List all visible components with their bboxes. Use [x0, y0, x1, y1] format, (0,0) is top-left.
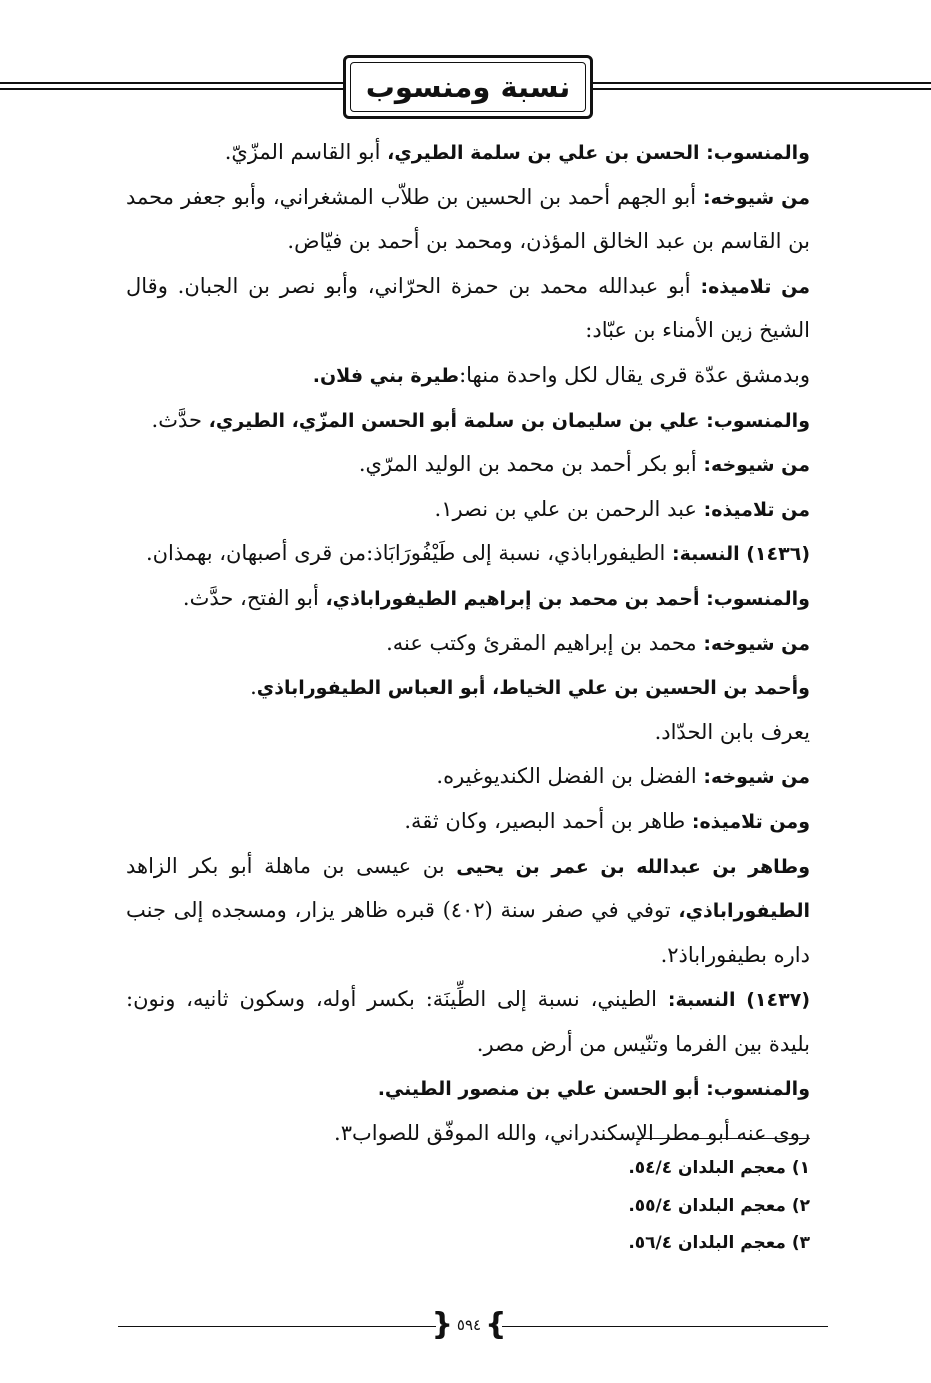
text-line — [126, 710, 810, 755]
text-line — [126, 1111, 810, 1156]
text-line — [126, 576, 810, 621]
bold-lead: والمنسوب: أبو الحسن علي بن منصور الطيني. — [377, 1078, 810, 1101]
footnote-2: ٢) معجم البلدان ٥٥/٤. — [628, 1195, 810, 1216]
line-text: توفي في صفر سنة (٤٠٢) قبره ظاهر يزار، ومسجده إلى جنب — [126, 898, 679, 923]
bold-lead: من شيوخه: — [703, 766, 810, 789]
line-text: أبو الجهم أحمد بن الحسين بن طلاّب المشغراني، وأبو جعفر محمد — [126, 184, 704, 209]
text-line — [126, 888, 810, 933]
page-number-rule-left — [118, 1326, 436, 1327]
brace-right-icon: { — [485, 1307, 507, 1342]
bold-lead: والمنسوب: أحمد بن محمد بن إبراهيم الطيفوراباذي، — [325, 587, 810, 610]
line-text: الطيفوراباذي، نسبة إلى طَيْفُورَابَاذ:من قرى أصبهان، بهمذان. — [145, 541, 672, 566]
line-text: بن القاسم بن عبد الخالق المؤذن، ومحمد بن أحمد بن فيّاض. — [287, 229, 810, 254]
bold-lead: من شيوخه: — [703, 186, 810, 209]
bold-lead: ومن تلاميذه: — [691, 810, 810, 833]
line-text: بليدة بين الفرما وتنّيس من أرض مصر. — [476, 1031, 810, 1056]
line-text: الطيني، نسبة إلى الطِّينَة: بكسر أوله، وسكون ثانيه، ونون: — [126, 987, 668, 1012]
line-text: أبو القاسم المزّيّ. — [224, 140, 388, 164]
footnotes — [560, 1150, 810, 1263]
text-line — [126, 531, 810, 576]
text-line — [126, 621, 810, 666]
line-text: طاهر بن أحمد البصير، وكان ثقة. — [404, 808, 692, 833]
line-text: روى عنه أبو مطر الإسكندراني، والله الموفّق للصواب٣. — [334, 1121, 810, 1146]
text-line — [126, 665, 810, 710]
text-line — [126, 442, 810, 487]
text-line — [126, 844, 810, 889]
text-line — [126, 308, 810, 353]
text-line — [126, 487, 810, 532]
line-text: بن عيسى بن ماهلة أبو بكر الزاهد — [126, 853, 457, 878]
header-title-box — [343, 55, 593, 119]
footnote-separator — [633, 1138, 810, 1139]
text-line — [126, 1066, 810, 1111]
line-text: أبو عبدالله محمد بن حمزة الحرّاني، وأبو نصر بن الجبان. وقال — [126, 273, 701, 298]
bold-lead: وطاهر بن عبدالله بن عمر بن يحيى — [456, 855, 810, 878]
page-title: نسبة ومنسوب — [350, 62, 586, 112]
text-line — [126, 219, 810, 264]
line-text: أبو الفتح، حدَّث. — [182, 585, 326, 610]
line-text: يعرف بابن الحدّاد. — [654, 719, 810, 744]
line-text: عبد الرحمن بن علي بن نصر١. — [434, 496, 704, 521]
bold-lead: من شيوخه: — [703, 632, 810, 655]
line-text: الفضل بن الفضل الكنديوغيره. — [436, 764, 704, 789]
brace-left-icon: } — [431, 1307, 453, 1342]
footnote-3: ٣) معجم البلدان ٥٦/٤. — [628, 1233, 810, 1253]
footnote-1: ١) معجم البلدان ٥٤/٤. — [628, 1158, 810, 1178]
bold-lead: من شيوخه: — [703, 454, 810, 477]
text-line — [126, 175, 810, 220]
line-text: وبدمشق عدّة قرى يقال لكل واحدة منها: — [459, 362, 810, 387]
line-text: داره بطيفوراباذ٢. — [660, 942, 810, 967]
line-text: حدَّث. — [151, 407, 209, 432]
line-text: محمد بن إبراهيم المقرئ وكتب عنه. — [386, 630, 704, 655]
bold-lead: (١٤٣٧) النسبة: — [667, 989, 810, 1012]
bold-lead: من تلاميذه: — [700, 275, 810, 298]
bold-lead: الطيفوراباذي، — [678, 900, 810, 923]
bold-tail: طيرة بني فلان. — [312, 364, 460, 387]
bold-lead: وأحمد بن الحسين بن علي الخياط، أبو العباس الطيفوراباذي — [256, 677, 810, 700]
page-number — [431, 1307, 507, 1343]
text-line — [126, 130, 810, 175]
text-line — [126, 398, 810, 443]
bold-lead: والمنسوب: الحسن بن علي بن سلمة الطيري، — [387, 142, 810, 164]
bold-lead: من تلاميذه: — [703, 498, 810, 521]
line-text: أبو بكر أحمد بن محمد بن الوليد المرّي. — [358, 452, 704, 477]
line-text: الشيخ زين الأمناء بن عبّاد: — [585, 318, 810, 343]
text-line — [126, 353, 810, 398]
text-line — [126, 799, 810, 844]
text-line — [126, 1022, 810, 1067]
page-number-value: ٥٩٤ — [456, 1316, 482, 1334]
text-line — [126, 977, 810, 1022]
page-number-rule-right — [502, 1326, 828, 1327]
line-text: . — [250, 675, 257, 700]
text-line — [126, 264, 810, 309]
text-line — [126, 754, 810, 799]
bold-lead: (١٤٣٦) النسبة: — [672, 543, 810, 566]
text-line — [126, 933, 810, 978]
bold-lead: والمنسوب: علي بن سليمان بن سلمة أبو الحسن المزّي، الطيري، — [208, 409, 810, 432]
main-text — [126, 130, 810, 1156]
